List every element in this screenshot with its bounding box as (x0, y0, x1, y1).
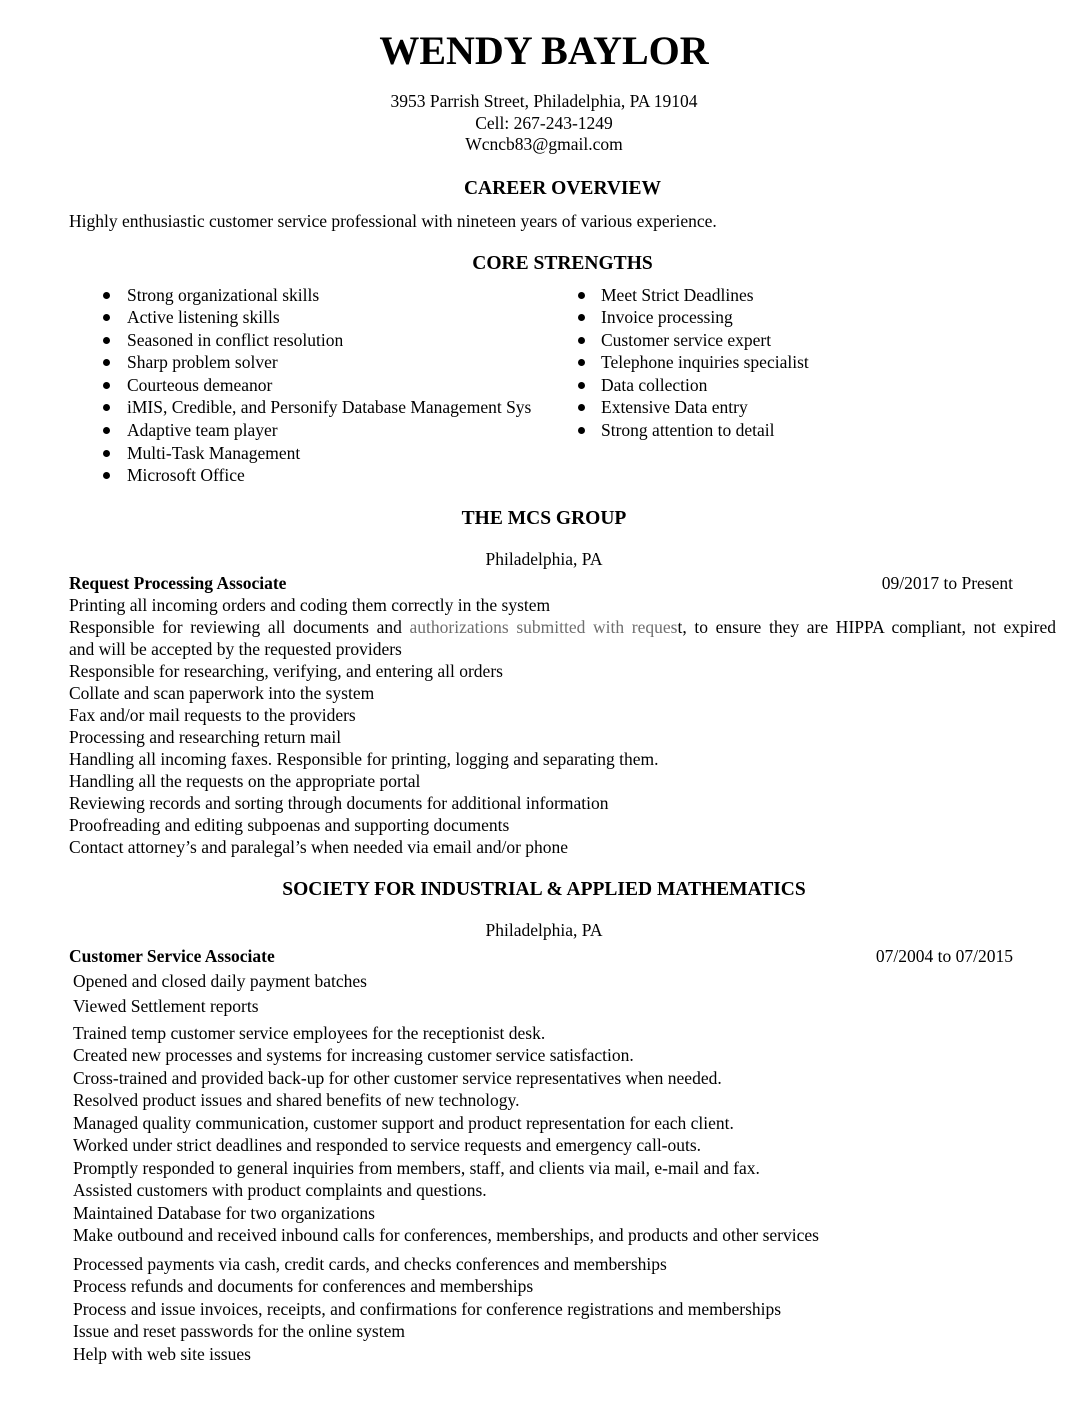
duty-line: Processing and researching return mail (69, 726, 342, 747)
strength-item (562, 329, 1056, 352)
duty-line: Managed quality communication, customer support and product representation for each client. (73, 1112, 734, 1133)
duty-line: Handling all the requests on the appropriate portal (69, 770, 421, 791)
bullet-icon (103, 450, 110, 457)
core-strengths-left-list (69, 284, 562, 487)
duty-text-light-segment: authorizations submitted with reques (409, 616, 678, 637)
bullet-icon (578, 382, 585, 389)
strength-label: Invoice processing (601, 307, 733, 328)
duty-line: Printing all incoming orders and coding them correctly in the system (69, 594, 551, 615)
duty-line: Process and issue invoices, receipts, and confirmations for conference registrations and memberships (73, 1298, 782, 1319)
strength-label: Meet Strict Deadlines (601, 284, 754, 305)
strength-item (69, 442, 562, 465)
strength-label: Seasoned in conflict resolution (127, 329, 344, 350)
duty-line: Proofreading and editing subpoenas and supporting documents (69, 814, 510, 835)
contact-block (0, 91, 1088, 156)
strength-item (69, 329, 562, 352)
duty-line: Trained temp customer service employees for the receptionist desk. (73, 1022, 546, 1043)
strength-item (69, 419, 562, 442)
duty-line: Created new processes and systems for increasing customer service satisfaction. (73, 1045, 634, 1066)
duty-text-segment: t, to ensure they are HIPPA compliant, not expired (677, 616, 1056, 637)
job-dates: 09/2017 to Present (881, 572, 1013, 593)
strength-item (69, 284, 562, 307)
strength-item (562, 396, 1056, 419)
duty-line: Reviewing records and sorting through documents for additional information (69, 792, 609, 813)
duty-line: Worked under strict deadlines and responded to service requests and emergency call-outs. (73, 1135, 702, 1156)
strength-label: Customer service expert (601, 329, 772, 350)
bullet-icon (103, 404, 110, 411)
strength-label: iMIS, Credible, and Personify Database Management Sys (127, 397, 532, 418)
bullet-icon (578, 292, 585, 299)
duty-line: Cross-trained and provided back-up for other customer service representatives when needed. (73, 1067, 722, 1088)
core-strengths-heading: CORE STRENGTHS (472, 252, 653, 274)
job-title-row (69, 945, 1056, 967)
core-strengths-section (69, 252, 1056, 487)
duty-line: Resolved product issues and shared benefits of new technology. (73, 1090, 520, 1111)
career-overview-heading: CAREER OVERVIEW (463, 177, 662, 199)
duty-line: Fax and/or mail requests to the providers (69, 704, 356, 725)
strength-label: Sharp problem solver (127, 352, 278, 373)
strength-label: Data collection (601, 374, 708, 395)
duty-line: Processed payments via cash, credit cards, and checks conferences and memberships (73, 1253, 667, 1274)
duty-line: Opened and closed daily payment batches (73, 970, 367, 991)
address-line: 3953 Parrish Street, Philadelphia, PA 19104 (390, 91, 698, 111)
duty-line: Responsible for researching, verifying, and entering all orders (69, 660, 503, 681)
strength-label: Active listening skills (127, 307, 280, 328)
bullet-icon (103, 472, 110, 479)
duty-line: Collate and scan paperwork into the system (69, 682, 375, 703)
email-line: Wcncb83@gmail.com (465, 134, 623, 154)
duty-line: and will be accepted by the requested providers (69, 638, 402, 659)
strength-item (562, 351, 1056, 374)
bullet-icon (578, 337, 585, 344)
job-dates: 07/2004 to 07/2015 (875, 945, 1013, 966)
strength-item (69, 351, 562, 374)
strength-item (562, 374, 1056, 397)
strength-item (562, 284, 1056, 307)
bullet-icon (103, 337, 110, 344)
duty-text-segment: Responsible for reviewing all documents and (69, 616, 410, 637)
career-overview-section (69, 177, 1056, 232)
duty-line: Viewed Settlement reports (73, 996, 259, 1017)
strength-item (69, 306, 562, 329)
strength-item (69, 374, 562, 397)
resume-header (0, 28, 1088, 156)
strength-label: Adaptive team player (127, 420, 278, 441)
core-strengths-right-list (562, 284, 1056, 487)
bullet-icon (578, 404, 585, 411)
duty-line: Promptly responded to general inquiries from members, staff, and clients via mail, e-mail and fax. (73, 1157, 760, 1178)
bullet-icon (103, 382, 110, 389)
core-strengths-columns (69, 284, 1056, 487)
company-name: SOCIETY FOR INDUSTRIAL & APPLIED MATHEMATICS (282, 878, 806, 900)
strength-label: Microsoft Office (127, 465, 245, 486)
strength-label: Multi-Task Management (127, 442, 301, 463)
duty-line: Help with web site issues (73, 1343, 251, 1364)
job-title: Customer Service Associate (69, 945, 275, 966)
strength-label: Strong attention to detail (601, 420, 775, 441)
company-name: THE MCS GROUP (461, 507, 627, 529)
strength-label: Strong organizational skills (127, 284, 320, 305)
strength-item (562, 306, 1056, 329)
duties-sublist (69, 660, 1056, 858)
job-title: Request Processing Associate (69, 572, 287, 593)
strength-label: Courteous demeanor (127, 374, 273, 395)
strength-label: Telephone inquiries specialist (601, 352, 809, 373)
bullet-icon (103, 427, 110, 434)
career-overview-text: Highly enthusiastic customer service professional with nineteen years of various experience. (69, 210, 717, 231)
candidate-name: WENDY BAYLOR (379, 28, 709, 73)
job-section-siam (69, 878, 1056, 1366)
job-section-mcs-group (69, 507, 1056, 858)
bullet-icon (103, 314, 110, 321)
job-title-row (69, 572, 1056, 594)
company-location: Philadelphia, PA (485, 919, 603, 940)
phone-line: Cell: 267-243-1249 (475, 112, 613, 133)
bullet-icon (103, 359, 110, 366)
bullet-icon (103, 292, 110, 299)
duty-line: Assisted customers with product complaints and questions. (73, 1180, 487, 1201)
strength-item (69, 396, 562, 419)
strength-label: Extensive Data entry (601, 397, 748, 418)
duties-list (69, 970, 1056, 1366)
duty-line: Contact attorney’s and paralegal’s when needed via email and/or phone (69, 836, 569, 857)
duty-line: Handling all incoming faxes. Responsible for printing, logging and separating them. (69, 748, 659, 769)
bullet-icon (578, 314, 585, 321)
strength-item (562, 419, 1056, 442)
duty-line: Maintained Database for two organizations (73, 1202, 375, 1223)
duties-list (69, 594, 1056, 858)
duty-line: Issue and reset passwords for the online system (73, 1321, 405, 1342)
duty-line-hippa (69, 616, 1056, 638)
bullet-icon (578, 359, 585, 366)
duty-line: Process refunds and documents for conferences and memberships (73, 1276, 534, 1297)
company-location: Philadelphia, PA (485, 548, 603, 569)
bullet-icon (578, 427, 585, 434)
duty-line: Make outbound and received inbound calls for conferences, memberships, and products and other services (73, 1225, 819, 1246)
strength-item (69, 464, 562, 487)
